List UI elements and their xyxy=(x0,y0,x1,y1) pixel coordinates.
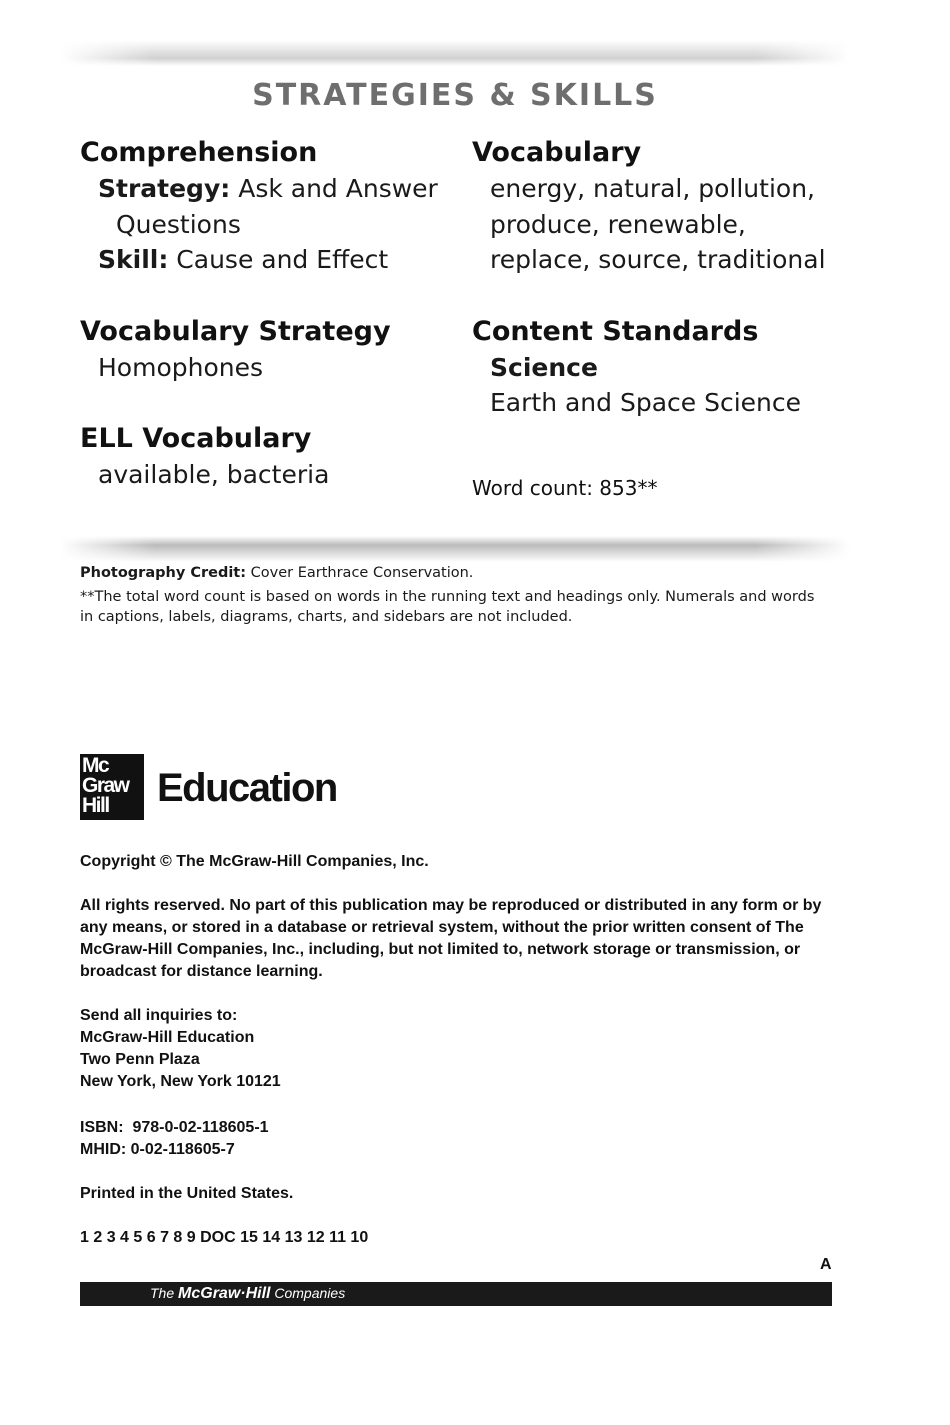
logo-line: Hill xyxy=(82,794,109,817)
strategy-value-cont: Questions xyxy=(116,209,241,239)
inquiries-line: New York, New York 10121 xyxy=(80,1073,281,1090)
footer-bar xyxy=(80,1282,832,1306)
inquiries-line: McGraw-Hill Education xyxy=(80,1029,255,1046)
rights-line: All rights reserved. No part of this publication may be reproduced or distributed in any form or by xyxy=(80,897,822,914)
strategy-value: Ask and Answer xyxy=(238,174,438,203)
left-column xyxy=(80,135,460,493)
isbn-line: ISBN: 978-0-02-118605-1 xyxy=(80,1119,269,1136)
footer-prefix: The xyxy=(150,1285,175,1301)
word-count-note-line: in captions, labels, diagrams, charts, and sidebars are not included. xyxy=(80,609,573,625)
ell-vocabulary-value: available, bacteria xyxy=(98,460,330,489)
vocabulary-line: produce, renewable, xyxy=(490,209,746,239)
footer-brand-name: McGraw·Hill xyxy=(178,1285,271,1302)
print-number-block xyxy=(80,1227,840,1249)
rights-line: McGraw-Hill Companies, Inc., including, but not limited to, network storage or transmission, or xyxy=(80,941,801,958)
word-count: Word count: 853** xyxy=(472,475,658,500)
box-top-shadow xyxy=(60,40,850,66)
vocabulary-strategy-value: Homophones xyxy=(98,352,264,382)
printed-line: Printed in the United States. xyxy=(80,1185,294,1202)
skill-label: Skill: xyxy=(98,245,169,274)
vocabulary-line: energy, natural, pollution, xyxy=(490,174,815,203)
copyright-line xyxy=(80,851,840,873)
ell-vocabulary-heading: ELL Vocabulary xyxy=(80,423,312,454)
photo-credit xyxy=(80,563,840,583)
page-letter: A xyxy=(820,1256,832,1273)
inquiries-line: Send all inquiries to: xyxy=(80,1007,238,1024)
rights-block xyxy=(80,895,840,983)
content-standards-subject xyxy=(472,350,892,386)
logo-line: Graw xyxy=(82,774,129,797)
inquiries-line: Two Penn Plaza xyxy=(80,1051,200,1068)
box-bottom-shadow xyxy=(60,536,850,562)
strategy-line xyxy=(80,171,460,207)
skill-value: Cause and Effect xyxy=(176,245,389,274)
word-count-note-line: **The total word count is based on words in the running text and headings only. Numerals and words xyxy=(80,589,815,605)
mhid-line: MHID: 0-02-118605-7 xyxy=(80,1141,235,1158)
inquiries-block xyxy=(80,1005,840,1093)
isbn-block xyxy=(80,1117,840,1161)
logo-line: Mc xyxy=(82,754,109,777)
strategy-label: Strategy: xyxy=(98,174,231,203)
printed-block xyxy=(80,1183,840,1205)
content-standards-topic: Earth and Space Science xyxy=(490,388,802,417)
rights-line: broadcast for distance learning. xyxy=(80,963,323,980)
photo-credit-label: Photography Credit: xyxy=(80,565,247,581)
content-standards-heading: Content Standards xyxy=(472,315,759,347)
comprehension-heading: Comprehension xyxy=(80,137,318,168)
right-column xyxy=(472,135,892,503)
print-number-line: 1 2 3 4 5 6 7 8 9 DOC 15 14 13 12 11 10 xyxy=(80,1229,369,1246)
education-logo-word: Education xyxy=(157,766,337,810)
footer-brand xyxy=(150,1285,345,1303)
photo-credit-value: Cover Earthrace Conservation. xyxy=(250,565,474,581)
vocabulary-line: replace, source, traditional xyxy=(490,245,826,274)
footer-suffix: Companies xyxy=(274,1285,346,1301)
skill-line xyxy=(80,242,460,278)
vocabulary-heading: Vocabulary xyxy=(472,137,642,168)
subject-label: Science xyxy=(490,352,598,382)
mcgraw-hill-logo-mark xyxy=(80,754,144,820)
rights-line: any means, or stored in a database or retrieval system, without the prior written consent of The xyxy=(80,919,804,936)
vocabulary-strategy-heading: Vocabulary Strategy xyxy=(80,315,391,347)
credits-block xyxy=(80,563,840,627)
copyright-text: Copyright © The McGraw-Hill Companies, Inc. xyxy=(80,853,429,870)
box-title: STRATEGIES & SKILLS xyxy=(252,78,658,113)
